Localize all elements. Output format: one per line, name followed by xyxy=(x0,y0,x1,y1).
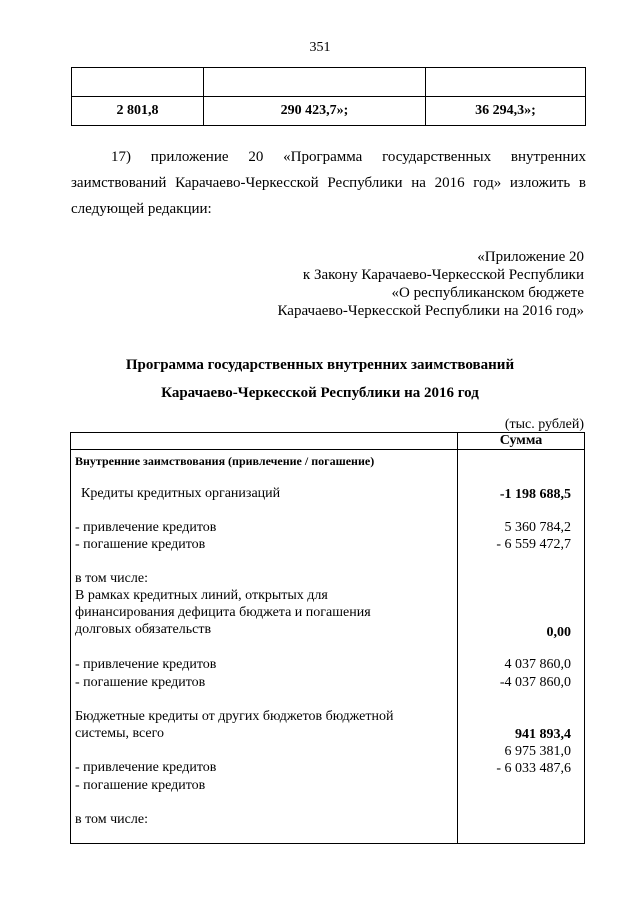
appendix-line-2: к Закону Карачаево-Черкесской Республики xyxy=(302,267,584,283)
credit-org-value: -1 198 688,5 xyxy=(499,487,571,502)
sum-column-header: Сумма xyxy=(499,433,543,448)
document-title-line-1: Программа государственных внутренних заимствований xyxy=(125,357,515,373)
budget-credits-value-2: 6 975 381,0 xyxy=(504,744,571,759)
budget-credits-line-1: Бюджетные кредиты от других бюджетов бюджетной xyxy=(75,709,394,724)
amendment-paragraph: 17) приложение 20 «Программа государственных внутренних заимствований Карачаево-Черкесской Республики на 2016 год» изложить в следующей редакции: xyxy=(71,149,586,217)
table-row xyxy=(72,97,586,126)
including-label-1: в том числе: xyxy=(75,571,148,586)
section-header: Внутренние заимствования (привлечение / погашение) xyxy=(75,454,375,468)
appendix-line-3: «О республиканском бюджете xyxy=(391,285,584,301)
credit-lines-line-2: финансирования дефицита бюджета и погашения xyxy=(75,605,371,620)
document-title-line-2: Карачаево-Черкесской Республики на 2016 год xyxy=(161,385,479,401)
repay-label-1: - погашение кредитов xyxy=(75,537,206,552)
credit-lines-line-1: В рамках кредитных линий, открытых для xyxy=(75,588,328,603)
credit-lines-value: 0,00 xyxy=(546,625,571,640)
budget-credits-value: 941 893,4 xyxy=(515,727,571,742)
column-divider xyxy=(457,433,458,843)
attract-value-2: 4 037 860,0 xyxy=(504,657,571,672)
repay-label-3: - погашение кредитов xyxy=(75,778,206,793)
continuation-table xyxy=(71,67,586,126)
attract-label-2: - привлечение кредитов xyxy=(75,657,217,672)
borrowing-table xyxy=(70,432,585,844)
repay-value-2: -4 037 860,0 xyxy=(499,675,571,690)
appendix-line-4: Карачаево-Черкесской Республики на 2016 год» xyxy=(277,303,584,319)
credit-lines-line-3: долговых обязательств xyxy=(75,622,212,637)
table-cell: 2 801,8 xyxy=(72,97,204,126)
credit-org-label: Кредиты кредитных организаций xyxy=(81,486,281,501)
table-cell: 290 423,7»; xyxy=(204,97,426,126)
including-label-2: в том числе: xyxy=(75,812,148,827)
header-divider xyxy=(71,449,584,450)
unit-label: (тыс. рублей) xyxy=(504,417,584,432)
repay-label-2: - погашение кредитов xyxy=(75,675,206,690)
attract-value-3: - 6 033 487,6 xyxy=(496,761,571,776)
table-row xyxy=(72,68,586,97)
page-number: 351 xyxy=(309,40,331,55)
table-cell: 36 294,3»; xyxy=(426,97,586,126)
repay-value-1: - 6 559 472,7 xyxy=(496,537,571,552)
attract-value-1: 5 360 784,2 xyxy=(504,520,571,535)
appendix-line-1: «Приложение 20 xyxy=(477,249,584,265)
attract-label-1: - привлечение кредитов xyxy=(75,520,217,535)
budget-credits-line-2: системы, всего xyxy=(75,726,165,741)
attract-label-3: - привлечение кредитов xyxy=(75,760,217,775)
